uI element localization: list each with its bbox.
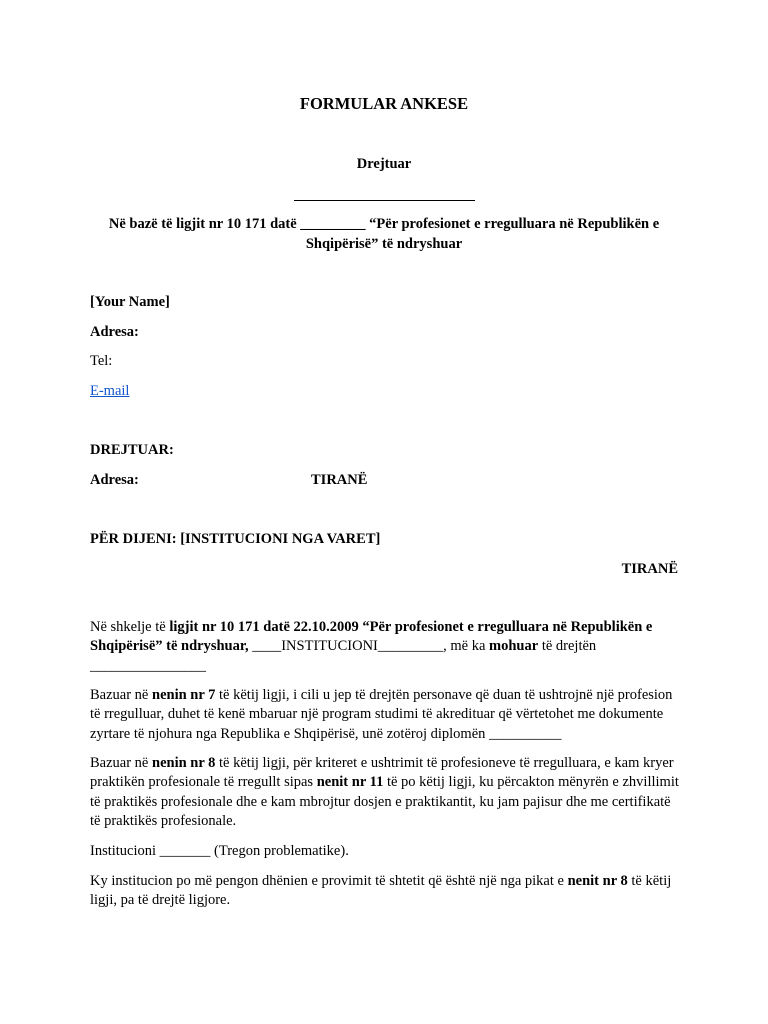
paragraph-article-7 xyxy=(90,686,680,744)
p1-text-a: Në shkelje të xyxy=(90,619,170,635)
document-title: FORMULAR ANKESE xyxy=(299,94,469,113)
cc-label: PËR DIJENI: [INSTITUCIONI NGA VARET] xyxy=(90,531,381,547)
p3-article-11-ref: nenit nr 11 xyxy=(316,774,384,791)
paragraph-exam xyxy=(90,872,680,911)
p2-text-c: të këtij ligji, i cili u jep të drejtën personave që duan të ushtrojnë një profesion të rregulluar, duhet të kenë mbaruar një program studimi të akredituar që vërtetohet me dokumente zyrtare të njohura nga Republika e Shqipërisë, unë zotëroj diplomën __________ xyxy=(90,687,673,742)
sender-name: [Your Name] xyxy=(90,294,170,310)
p1-mohuar: mohuar xyxy=(489,638,539,655)
law-intro: Në bazë të ligjit nr 10 171 datë _________ “Për profesionet e rregulluara në Republikën e Shqipërisë” të ndryshuar xyxy=(108,216,660,252)
sender-tel-label: Tel: xyxy=(90,353,113,369)
paragraph-institution: Institucioni _______ (Tregon problematike). xyxy=(90,843,349,859)
p3-text-e: të po këtij ligji, ku përcakton mënyrën e zhvillimit të praktikës profesionale dhe e kam mbrojtur dosjen e praktikantit, ku jam pajisur dhe me certifikatë të praktikës profesionale. xyxy=(90,774,679,829)
recipient-label: DREJTUAR: xyxy=(90,442,174,458)
recipient-address-label: Adresa: xyxy=(90,472,139,488)
p3-article-ref: nenin nr 8 xyxy=(152,755,216,771)
paragraph-violation xyxy=(90,618,680,676)
p2-article-ref: nenin nr 7 xyxy=(152,687,216,703)
drejtuar-heading: Drejtuar xyxy=(356,156,412,172)
paragraph-article-8 xyxy=(90,754,680,831)
p1-law-ref: ligjit nr 10 171 datë 22.10.2009 “Për profesionet e rregulluara në Republikën e Shqipërisë” të ndryshuar, xyxy=(90,619,653,655)
p3-text-a: Bazuar në xyxy=(90,755,152,771)
p3-text-c: të këtij ligji, për kriteret e ushtrimit të profesioneve të rregulluara, e kam kryer praktikën profesionale të rregullt sipas xyxy=(90,755,674,791)
recipient-city: TIRANË xyxy=(311,472,368,488)
p1-text-e: të drejtën ________________ xyxy=(90,638,597,674)
sender-address-label: Adresa: xyxy=(90,324,139,340)
sender-email-link[interactable]: E-mail xyxy=(90,383,130,399)
p5-text-a: Ky institucion po më pengon dhënien e provimit të shtetit që është një nga pikat e xyxy=(90,873,568,889)
p2-text-a: Bazuar në xyxy=(90,687,152,703)
p5-article-ref: nenit nr 8 xyxy=(567,873,628,889)
p1-text-c: ____INSTITUCIONI_________, më ka xyxy=(248,638,490,655)
recipient-blank-line xyxy=(294,184,475,201)
cc-city: TIRANË xyxy=(621,561,678,577)
p5-text-c: të këtij ligji, pa të drejtë ligjore. xyxy=(90,873,672,909)
